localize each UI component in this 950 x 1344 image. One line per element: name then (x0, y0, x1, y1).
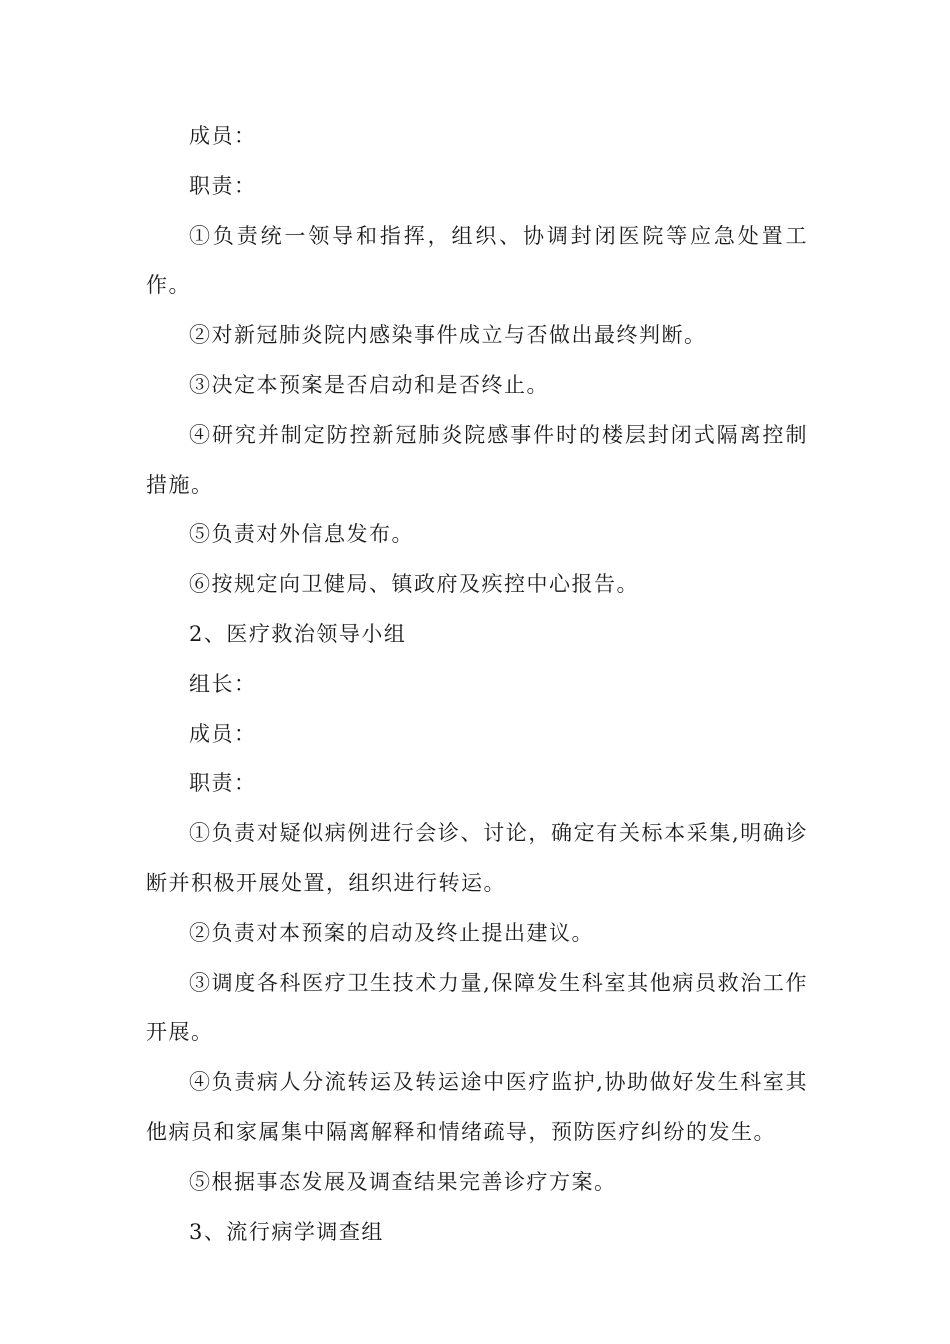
paragraph-members-2: 成员： (189, 721, 257, 746)
paragraph-duty-1-1: ①负责统一领导和指挥，组织、协调封闭医院等应急处置工作。 (146, 223, 808, 298)
paragraph-members-1: 成员： (189, 124, 257, 148)
section-heading-epidemiology: 3、流行病学调查组 (189, 1219, 384, 1244)
paragraph-duty-1-2: ②对新冠肺炎院内感染事件成立与否做出最终判断。 (189, 323, 707, 348)
section-heading-medical-treatment: 2、医疗救治领导小组 (189, 621, 407, 646)
paragraph-duty-2-5: ⑤根据事态发展及调查结果完善诊疗方案。 (189, 1169, 617, 1194)
paragraph-leader-2: 组长： (189, 671, 257, 696)
paragraph-duties-2: 职责： (189, 771, 257, 796)
paragraph-duty-2-3: ③调度各科医疗卫生技术力量,保障发生科室其他病员救治工作开展。 (146, 970, 808, 1045)
paragraph-duty-2-1: ①负责对疑似病例进行会诊、讨论，确定有关标本采集,明确诊断并积极开展处置，组织进行转运。 (146, 821, 808, 895)
paragraph-duty-1-6: ⑥按规定向卫健局、镇政府及疾控中心报告。 (189, 572, 639, 597)
paragraph-duty-1-3: ③决定本预案是否启动和是否终止。 (189, 372, 549, 397)
paragraph-duty-1-4: ④研究并制定防控新冠肺炎院感事件时的楼层封闭式隔离控制措施。 (146, 422, 808, 497)
paragraph-duty-1-5: ⑤负责对外信息发布。 (189, 522, 414, 547)
paragraph-duty-2-4: ④负责病人分流转运及转运途中医疗监护,协助做好发生科室其他病员和家属集中隔离解释和情绪疏导，预防医疗纠纷的发生。 (146, 1070, 808, 1144)
document-body (146, 112, 808, 1257)
paragraph-duties-1: 职责： (189, 173, 257, 198)
paragraph-duty-2-2: ②负责对本预案的启动及终止提出建议。 (189, 920, 594, 945)
